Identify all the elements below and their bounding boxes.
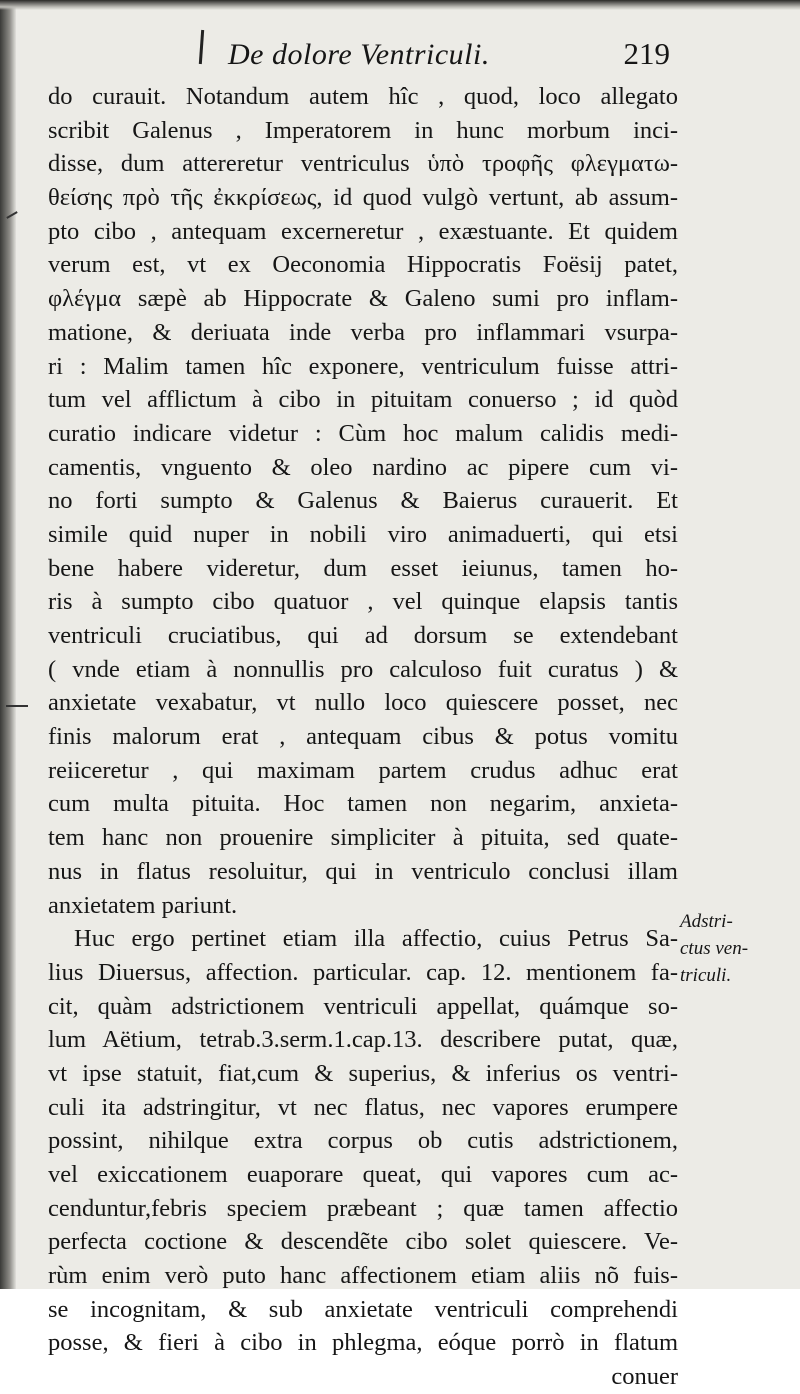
text-line: cum multa pituita. Hoc tamen non negarim, anxieta- <box>48 790 678 818</box>
text-line: vt ipse statuit, fiat,cum & superius, & inferius os ventri- <box>48 1059 678 1087</box>
text-line: no forti sumpto & Galenus & Baierus curauerit. Et <box>48 487 678 515</box>
text-line: finis malorum erat , antequam cibus & potus vomitu <box>48 723 678 751</box>
text-line: lum Aëtium, tetrab.3.serm.1.cap.13. describere putat, quæ, <box>48 1026 678 1054</box>
running-title: De dolore Ventriculi. <box>228 38 490 71</box>
text-line: θείσης πρὸ τῆς ἐκκρίσεως, id quod vulgò vertunt, ab assum- <box>48 184 678 212</box>
text-line: camentis, vnguento & oleo nardino ac pipere cum vi- <box>48 453 678 481</box>
text-line: do curauit. Notandum autem hîc , quod, loco allegato <box>48 83 678 110</box>
text-line: simile quid nuper in nobili viro animaduerti, qui etsi <box>48 520 678 548</box>
text-line: anxietatem pariunt. <box>48 891 238 919</box>
text-line: lius Diuersus, affection. particular. cap. 12. mentionem fa- <box>48 958 678 986</box>
text-line: se incognitam, & sub anxietate ventriculi comprehendi <box>48 1295 678 1323</box>
text-line: reiiceretur , qui maximam partem crudus adhuc erat <box>48 756 678 784</box>
margin-mark <box>6 211 17 219</box>
text-line: verum est, vt ex Oeconomia Hippocratis Foësij patet, <box>48 251 678 279</box>
text-line: Huc ergo pertinet etiam illa affectio, cuius Petrus Sa- <box>74 925 678 953</box>
text-line: nus in flatus resoluitur, qui in ventriculo conclusi illam <box>48 857 678 885</box>
text-line: ri : Malim tamen hîc exponere, ventriculum fuisse attri- <box>48 352 678 380</box>
text-line: rùm enim verò puto hanc affectionem etiam aliis nõ fuis- <box>48 1262 678 1290</box>
text-line: ris à sumpto cibo quatuor , vel quinque elapsis tantis <box>48 588 678 616</box>
text-line: possint, nihilque extra corpus ob cutis adstrictionem, <box>48 1127 678 1155</box>
text-line: ventriculi cruciatibus, qui ad dorsum se extendebant <box>48 622 678 649</box>
text-line: curatio indicare videtur : Cùm hoc malum calidis medi- <box>48 419 678 447</box>
text-line: ( vnde etiam à nonnullis pro calculoso fuit curatus ) & <box>48 655 678 683</box>
margin-mark <box>6 705 28 707</box>
text-line: cenduntur,febris speciem præbeant ; quæ tamen affectio <box>48 1194 678 1222</box>
text-line: culi ita adstringitur, vt nec flatus, nec vapores erumpere <box>48 1093 678 1121</box>
text-line: tum vel afflictum à cibo in pituitam conuerso ; id quòd <box>48 386 678 414</box>
margin-note <box>680 908 792 989</box>
text-line: scribit Galenus , Imperatorem in hunc morbum inci- <box>48 116 678 144</box>
margin-note-line: ctus ven- <box>680 938 749 959</box>
body-text <box>48 80 678 1394</box>
margin-note-line: Adstri- <box>680 911 733 932</box>
text-line: bene habere videretur, dum esset ieiunus, tamen ho- <box>48 554 678 582</box>
text-line: φλέγμα sæpè ab Hippocrate & Galeno sumi pro inflam- <box>48 285 678 313</box>
ink-mark <box>199 30 204 64</box>
page-header <box>200 38 670 78</box>
page-number: 219 <box>623 36 670 71</box>
text-line: cit, quàm adstrictionem ventriculi appellat, quámque so- <box>48 992 678 1020</box>
text-line: vel exiccationem euaporare queat, qui vapores cum ac- <box>48 1161 678 1188</box>
text-line: anxietate vexabatur, vt nullo loco quiescere posset, nec <box>48 689 678 717</box>
text-line: perfecta coctione & descendẽte cibo solet quiescere. Ve- <box>48 1228 678 1256</box>
text-line: posse, & fieri à cibo in phlegma, eóque porrò in flatum <box>48 1329 678 1357</box>
text-line: pto cibo , antequam excerneretur , exæstuante. Et quidem <box>48 217 678 245</box>
text-line: matione, & deriuata inde verba pro inflammari vsurpa- <box>48 318 678 346</box>
catchword: conuer <box>611 1363 678 1391</box>
text-line: tem hanc non prouenire simpliciter à pituita, sed quate- <box>48 824 678 852</box>
text-line: disse, dum attereretur ventriculus ὑπὸ τροφῆς φλεγματω- <box>48 150 678 178</box>
margin-note-line: triculi. <box>680 965 732 986</box>
